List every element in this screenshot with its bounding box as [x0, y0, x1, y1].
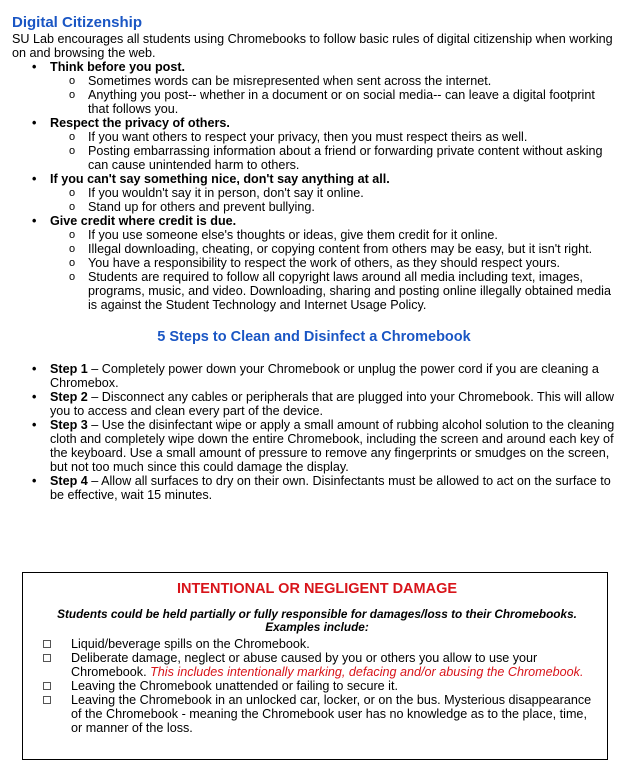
bullet-icon: • [32, 362, 37, 376]
bullet-icon: • [32, 418, 37, 432]
circle-bullet-icon: o [69, 187, 76, 199]
section-title-cleaning-steps: 5 Steps to Clean and Disinfect a Chromebook [157, 329, 471, 345]
rule-item [12, 60, 616, 116]
damage-example-item: Leaving the Chromebook unattended or failing to secure it. [39, 679, 595, 693]
damage-intro: Students could be held partially or fully responsible for damages/loss to their Chromebooks. Examples include: [57, 607, 577, 634]
rule-item [12, 172, 616, 214]
bullet-icon: • [32, 390, 37, 404]
bullet-icon: • [32, 172, 37, 186]
damage-example-item: Leaving the Chromebook in an unlocked car, locker, or on the bus. Mysterious disappearance of the Chromebook - meaning the Chromebook user has no knowledge as to the place, time, or manner of the loss. [39, 693, 595, 735]
step-label: Step 3 [50, 418, 88, 432]
rule-label: If you can't say something nice, don't say anything at all. [50, 172, 390, 186]
bullet-icon: • [32, 214, 37, 228]
circle-bullet-icon: o [69, 75, 76, 87]
step-text: – Allow all surfaces to dry on their own. Disinfectants must be allowed to act on the surface to be effective, wait 15 minutes. [50, 474, 611, 502]
circle-bullet-icon: o [69, 201, 76, 213]
damage-title: INTENTIONAL OR NEGLIGENT DAMAGE [176, 581, 458, 597]
circle-bullet-icon: o [69, 271, 76, 283]
circle-bullet-icon: o [69, 257, 76, 269]
damage-examples-list [39, 637, 595, 735]
checkbox-icon [43, 640, 51, 648]
step-item [12, 418, 616, 474]
checkbox-icon [43, 682, 51, 690]
step-text: – Disconnect any cables or peripherals that are plugged into your Chromebook. This will allow you to access and clean every part of the device. [50, 390, 614, 418]
citizenship-rules-list [12, 60, 616, 312]
step-item [12, 390, 616, 418]
step-text: – Completely power down your Chromebook or unplug the power cord if you are cleaning a Chromebox. [50, 362, 599, 390]
rule-label: Respect the privacy of others. [50, 116, 230, 130]
rule-sub-item: o If you wouldn't say it in person, don't say it online. [69, 186, 364, 200]
step-item [12, 362, 616, 390]
step-label: Step 2 [50, 390, 88, 404]
step-label: Step 4 [50, 474, 88, 488]
rule-sub-item: o Students are required to follow all copyright laws around all media including text, images, programs, music, and video. Downloading, sharing and posting online illegally obtained media is against the Student Technology and Internet Usage Policy. [69, 270, 611, 312]
damage-notice-box [22, 572, 608, 760]
step-label: Step 1 [50, 362, 88, 376]
rule-sub-item: o Posting embarrassing information about a friend or forwarding private content without asking can cause unintended harm to others. [69, 144, 603, 172]
citizenship-intro: SU Lab encourages all students using Chromebooks to follow basic rules of digital citizenship when working on and browsing the web. [12, 32, 613, 60]
rule-item [12, 214, 616, 312]
section-title-digital-citizenship: Digital Citizenship [12, 14, 143, 31]
rule-sub-item: o If you use someone else's thoughts or ideas, give them credit for it online. [69, 228, 498, 242]
document-page [12, 14, 616, 502]
damage-emphasis: This includes intentionally marking, defacing and/or abusing the Chromebook. [150, 665, 584, 679]
rule-sub-item: o Illegal downloading, cheating, or copying content from others may be easy, but it isn't right. [69, 242, 593, 256]
cleaning-steps-list [12, 362, 616, 502]
checkbox-icon [43, 654, 51, 662]
rule-sub-item: o Stand up for others and prevent bullying. [69, 200, 315, 214]
rule-item [12, 116, 616, 172]
circle-bullet-icon: o [69, 229, 76, 241]
rule-sub-item: o If you want others to respect your privacy, then you must respect theirs as well. [69, 130, 528, 144]
checkbox-icon [43, 696, 51, 704]
rule-label: Think before you post. [50, 60, 186, 74]
step-text: – Use the disinfectant wipe or apply a small amount of rubbing alcohol solution to the cleaning cloth and completely wipe down the entire Chromebook, including the screen and around each key of the keyboard. Use a small amount of pressure to remove any fingerprints or smudges on the screen, but not too much since this could damage the display. [50, 418, 615, 474]
bullet-icon: • [32, 474, 37, 488]
rule-label: Give credit where credit is due. [50, 214, 237, 228]
rule-sub-item: o Sometimes words can be misrepresented when sent across the internet. [69, 74, 492, 88]
damage-example-item: Deliberate damage, neglect or abuse caused by you or others you allow to use your Chromebook. This includes intentionally marking, defacing and/or abusing the Chromebook. [39, 651, 595, 679]
rule-sub-item: o Anything you post-- whether in a document or on social media-- can leave a digital footprint that follows you. [69, 88, 595, 116]
step-item [12, 474, 616, 502]
bullet-icon: • [32, 60, 37, 74]
circle-bullet-icon: o [69, 89, 76, 101]
damage-example-item: Liquid/beverage spills on the Chromebook. [39, 637, 595, 651]
bullet-icon: • [32, 116, 37, 130]
rule-sub-item: o You have a responsibility to respect the work of others, as they should respect yours. [69, 256, 561, 270]
circle-bullet-icon: o [69, 145, 76, 157]
circle-bullet-icon: o [69, 131, 76, 143]
circle-bullet-icon: o [69, 243, 76, 255]
